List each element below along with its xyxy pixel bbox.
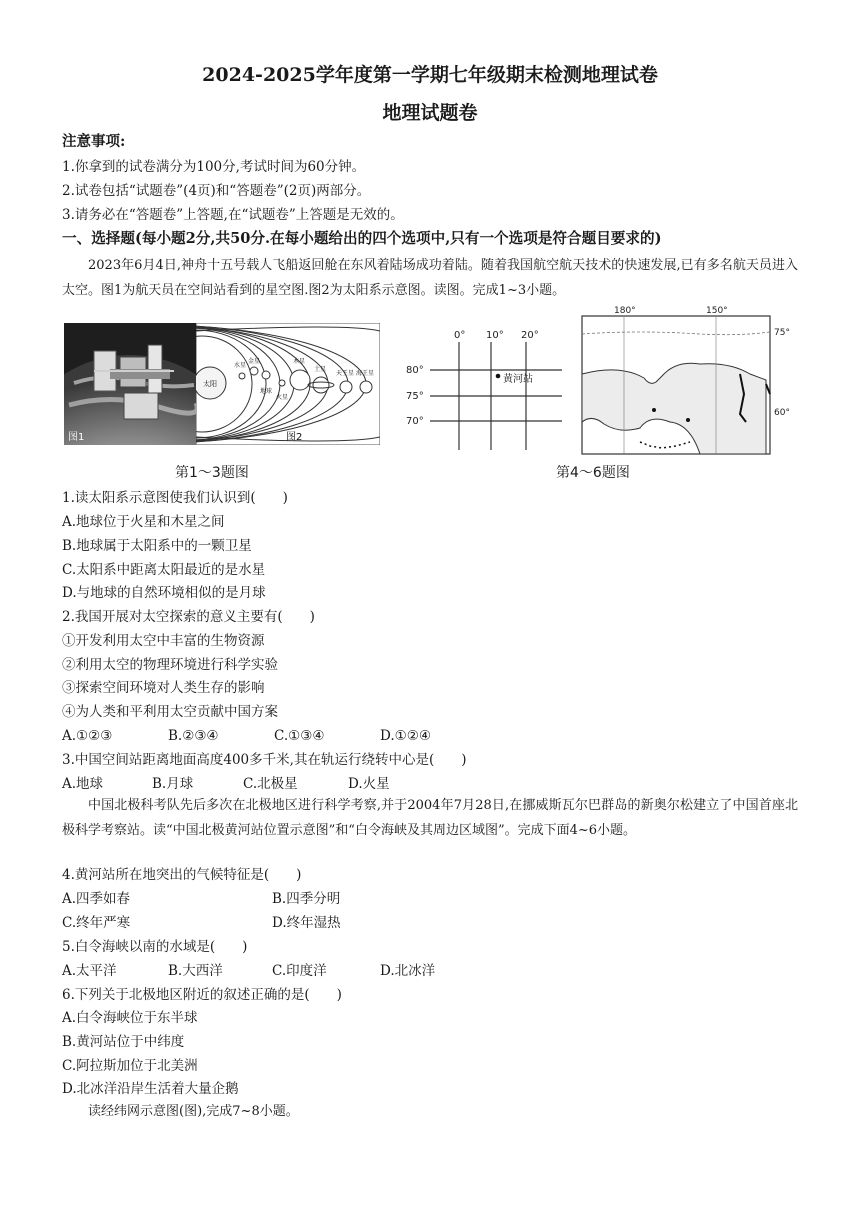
q4-option-d[interactable]: D.终年湿热 [272,915,341,931]
q3-option-d[interactable]: D.火星 [348,776,390,792]
q1-option-a[interactable]: A.地球位于火星和木星之间 [62,514,225,530]
figure-1-space-station [64,323,196,445]
lat-60: 60° [774,408,790,418]
q4-option-b[interactable]: B.四季分明 [272,891,341,907]
station-marker [496,374,501,379]
note-item: 3.请务必在“答题卷”上答题,在“试题卷”上答题是无效的。 [62,207,404,223]
q5-option-b[interactable]: B.大西洋 [168,963,223,979]
q2-option-c[interactable]: C.①③④ [274,728,325,744]
section-heading: 一、选择题(每小题2分,共50分.在每小题给出的四个选项中,只有一个选项是符合题目要求的) [62,230,662,247]
lat-75: 75° [406,391,424,402]
question-2-stem: 2.我国开展对太空探索的意义主要有( ) [62,609,315,625]
question-6-stem: 6.下列关于北极地区附近的叙述正确的是( ) [62,987,342,1003]
label-venus: 金星 [248,358,261,365]
label-sun: 太阳 [203,380,217,388]
q6-option-a[interactable]: A.白令海峡位于东半球 [62,1010,198,1026]
label-mercury: 水星 [234,362,247,369]
figure-2-label: 图2 [286,432,303,443]
note-item: 2.试卷包括“试题卷”(4页)和“答题卷”(2页)两部分。 [62,183,371,199]
station-label: 黄河站 [503,374,533,385]
lat-80: 80° [406,365,424,376]
exam-title: 2024-2025学年度第一学期七年级期末检测地理试卷 [202,64,658,86]
q5-option-a[interactable]: A.太平洋 [62,963,117,979]
label-mars: 火星 [276,394,289,401]
q1-option-c[interactable]: C.太阳系中距离太阳最近的是水星 [62,562,266,578]
q6-option-d[interactable]: D.北冰洋沿岸生活着大量企鹅 [62,1081,239,1097]
question-3-stem: 3.中国空间站距离地面高度400多千米,其在轨运行绕转中心是( ) [62,752,467,768]
q5-option-d[interactable]: D.北冰洋 [380,963,436,979]
q3-option-b[interactable]: B.月球 [152,776,194,792]
intro-paragraph-2: 中国北极科考队先后多次在北极地区进行科学考察,并于2004年7月28日,在挪威斯瓦尔巴群岛的新奥尔松建立了中国首座北极科学考察站。读“中国北极黄河站位置示意图”和“白令海峡及其周边区域图”。完成下面4~6小题。 [62,798,798,838]
note-item: 1.你拿到的试卷满分为100分,考试时间为60分钟。 [62,159,366,175]
notes-heading: 注意事项: [62,133,126,150]
q5-option-c[interactable]: C.印度洋 [272,963,327,979]
label-jupiter: 木星 [293,358,306,365]
q1-option-b[interactable]: B.地球属于太阳系中的一颗卫星 [62,538,252,554]
figure-1-label: 图1 [68,432,85,443]
figure-2-solar-system [196,323,380,445]
q3-option-c[interactable]: C.北极星 [243,776,298,792]
q2-option-b[interactable]: B.②③④ [168,728,219,744]
lat-75: 75° [774,328,790,338]
caption-q4-6: 第4～6题图 [556,465,630,481]
lat-70: 70° [406,416,424,427]
lon-150: 150° [706,306,728,316]
figure-bering-map [580,304,800,456]
figure-arctic-grid [402,326,572,454]
q1-option-d[interactable]: D.与地球的自然环境相似的是月球 [62,585,266,601]
label-earth: 地球 [260,388,273,395]
lon-20: 20° [521,330,539,341]
label-neptune: 海王星 [356,370,375,377]
q6-option-b[interactable]: B.黄河站位于中纬度 [62,1034,185,1050]
q3-option-a[interactable]: A.地球 [62,776,104,792]
question-1-stem: 1.读太阳系示意图使我们认识到( ) [62,490,288,506]
intro-paragraph-3: 读经纬网示意图(图),完成7~8小题。 [88,1104,299,1119]
lon-10: 10° [486,330,504,341]
q2-option-a[interactable]: A.①②③ [62,728,113,744]
label-uranus: 天王星 [336,370,355,377]
intro-paragraph: 2023年6月4日,神舟十五号载人飞船返回舱在东风着陆场成功着陆。随着我国航空航天技术的快速发展,已有多名航天员进入太空。图1为航天员在空间站看到的星空图.图2为太阳系示意图。读图。完成1~3小题。 [62,258,798,298]
q2-statement: ②利用太空的物理环境进行科学实验 [62,657,278,673]
q4-option-c[interactable]: C.终年严寒 [62,915,131,931]
caption-q1-3: 第1～3题图 [175,465,249,481]
q4-option-a[interactable]: A.四季如春 [62,891,131,907]
label-saturn: 土星 [314,366,327,373]
q2-statement: ④为人类和平利用太空贡献中国方案 [62,704,278,720]
exam-subtitle: 地理试题卷 [382,102,478,124]
lon-180: 180° [614,306,636,316]
lon-0: 0° [454,330,466,341]
q2-statement: ③探索空间环境对人类生存的影响 [62,680,265,696]
question-4-stem: 4.黄河站所在地突出的气候特征是( ) [62,867,302,883]
question-5-stem: 5.白令海峡以南的水域是( ) [62,939,248,955]
q2-statement: ①开发利用太空中丰富的生物资源 [62,633,265,649]
q2-option-d[interactable]: D.①②④ [380,728,431,744]
q6-option-c[interactable]: C.阿拉斯加位于北美洲 [62,1058,198,1074]
